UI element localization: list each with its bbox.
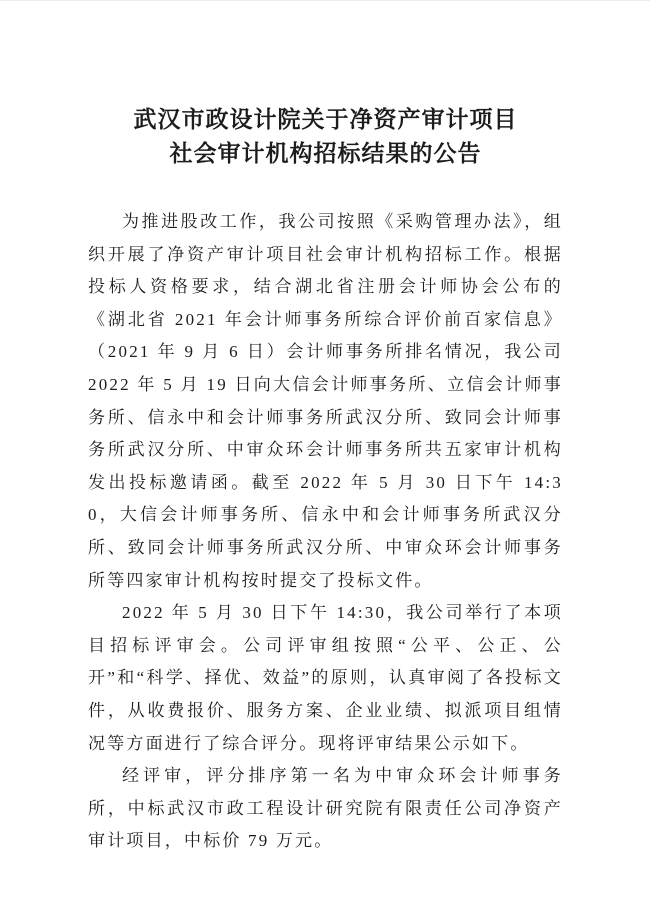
paragraph-bidding-process: 为推进股改工作，我公司按照《采购管理办法》，组织开展了净资产审计项目社会审计机构招标工作。根据投标人资格要求，结合湖北省注册会计师协会公布的《湖北省 2021 年会计师事务所综合评价前百家信息》（2021 年 9 月 6 日）会计师事务所排名情况，我公司 2022 年 5 月 19 日向大信会计师事务所、立信会计师事务所、信永中和会计师事务所武汉分所、致同会计师事务所武汉分所、中审众环会计师事务所共五家审计机构发出投标邀请函。截至 2022 年 5 月 30 日下午 14:30，大信会计师事务所、信永中和会计师事务所武汉分所、致同会计师事务所武汉分所、中审众环会计师事务所等四家审计机构按时提交了投标文件。	[88, 212, 563, 590]
document-title	[88, 103, 563, 171]
document-title-line-2: 社会审计机构招标结果的公告	[169, 141, 482, 166]
paragraph-evaluation-meeting: 2022 年 5 月 30 日下午 14:30，我公司举行了本项目招标评审会。公司评审组按照“公平、公正、公开”和“科学、择优、效益”的原则，认真审阅了各投标文件，从收费报价、服务方案、企业业绩、拟派项目组情况等方面进行了综合评分。现将评审结果公示如下。	[88, 603, 563, 753]
document-title-line-1: 武汉市政设计院关于净资产审计项目	[133, 107, 518, 132]
document-body	[88, 206, 563, 858]
paragraph-result: 经评审，评分排序第一名为中审众环会计师事务所，中标武汉市政工程设计研究院有限责任公司净资产审计项目，中标价 79 万元。	[88, 766, 563, 851]
